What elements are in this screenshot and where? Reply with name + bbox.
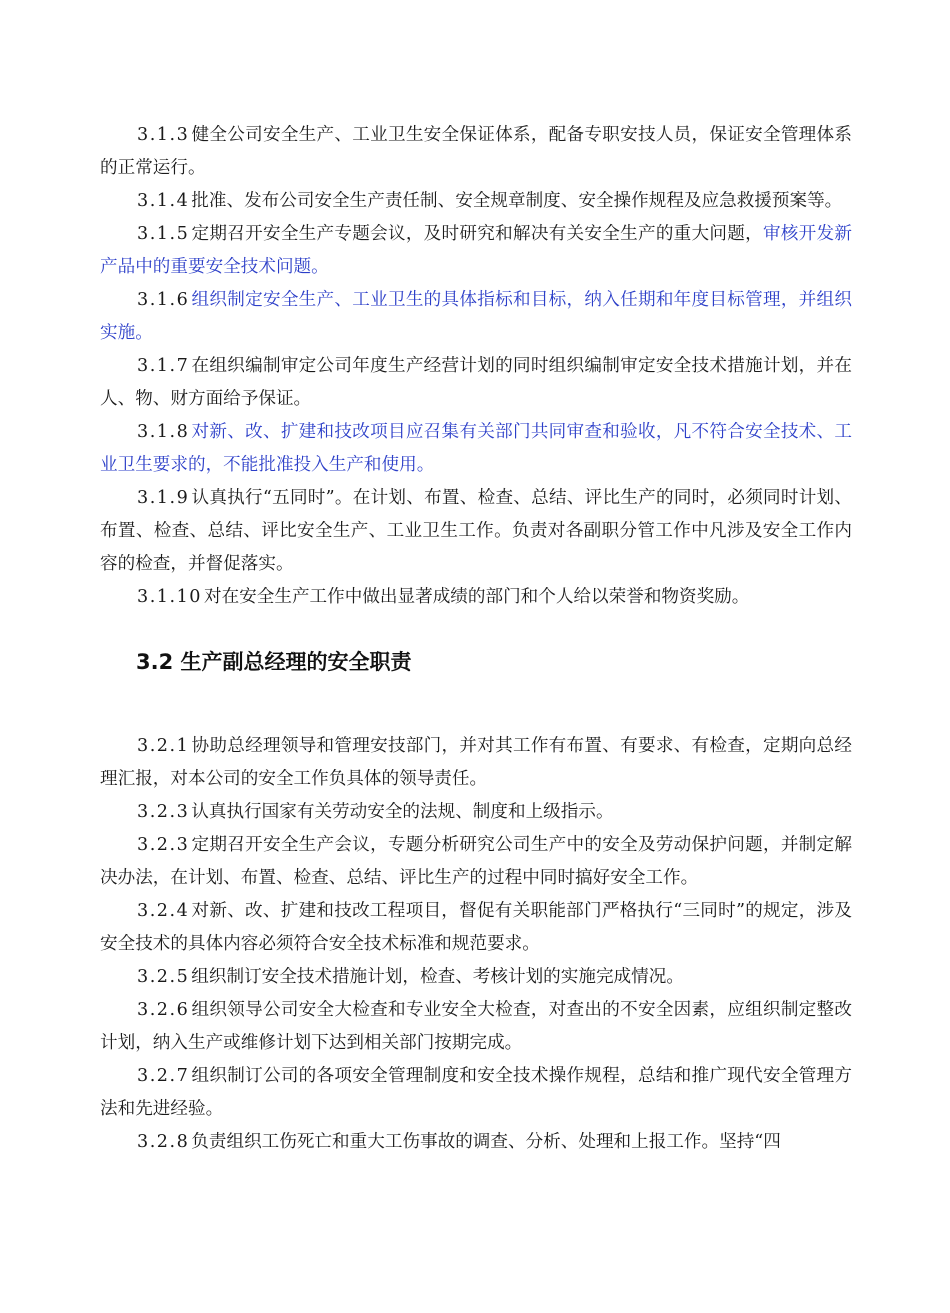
- clause-3-2-3a: [100, 796, 852, 829]
- clause-text: 组织制订安全技术措施计划，检查、考核计划的实施完成情况。: [191, 967, 684, 987]
- clause-highlight: 审核开发新产品中的重要安全技术问题。: [100, 224, 852, 277]
- clause-3-1-10: [100, 581, 852, 614]
- clause-text: 负责组织工伤死亡和重大工伤事故的调查、分析、处理和上报工作。坚持“四: [191, 1132, 781, 1152]
- section-heading-3-2: 3.2 生产副总经理的安全职责: [136, 650, 412, 674]
- clause-text: 健全公司安全生产、工业卫生安全保证体系，配备专职安技人员，保证安全管理体系的正常运行。: [100, 125, 852, 178]
- clause-number: 3.1.6: [137, 290, 190, 310]
- clause-3-2-6: [100, 994, 852, 1060]
- clause-3-2-7: [100, 1060, 852, 1126]
- clause-number: 3.1.5: [137, 224, 190, 244]
- clause-number: 3.2.1: [137, 736, 190, 756]
- clause-number: 3.1.4: [137, 191, 190, 211]
- clause-number: 3.2.6: [137, 1000, 190, 1020]
- clause-text: 对在安全生产工作中做出显著成绩的部门和个人给以荣誉和物资奖励。: [203, 587, 750, 607]
- clause-text: 组织领导公司安全大检查和专业安全大检查，对查出的不安全因素，应组织制定整改计划，纳入生产或维修计划下达到相关部门按期完成。: [100, 1000, 852, 1053]
- clause-text: 定期召开安全生产会议，专题分析研究公司生产中的安全及劳动保护问题，并制定解决办法，在计划、布置、检查、总结、评比生产的过程中同时搞好安全工作。: [100, 835, 852, 888]
- clause-text: 认真执行国家有关劳动安全的法规、制度和上级指示。: [191, 802, 614, 822]
- clause-3-2-8: [100, 1126, 852, 1159]
- clause-3-2-4: [100, 895, 852, 961]
- clause-3-1-7: [100, 350, 852, 416]
- clause-text: 组织制订公司的各项安全管理制度和安全技术操作规程，总结和推广现代安全管理方法和先进经验。: [100, 1066, 852, 1119]
- clause-number: 3.2.8: [137, 1132, 190, 1152]
- clause-text: 对新、改、扩建和技改工程项目，督促有关职能部门严格执行“三同时”的规定，涉及安全技术的具体内容必须符合安全技术标准和规范要求。: [100, 901, 852, 954]
- clause-3-1-8: [100, 416, 852, 482]
- clause-3-1-3: [100, 119, 852, 185]
- clause-3-1-6: [100, 284, 852, 350]
- clause-3-1-4: [100, 185, 852, 218]
- clause-number: 3.2.3: [137, 802, 190, 822]
- clause-3-2-1: [100, 730, 852, 796]
- document-page: [100, 119, 852, 1159]
- clause-number: 3.2.3: [137, 835, 190, 855]
- clause-number: 3.1.8: [137, 422, 190, 442]
- clause-3-2-3b: [100, 829, 852, 895]
- clause-text: 批准、发布公司安全生产责任制、安全规章制度、安全操作规程及应急救援预案等。: [191, 191, 843, 211]
- clause-text: 认真执行“五同时”。在计划、布置、检查、总结、评比生产的同时，必须同时计划、布置、检查、总结、评比安全生产、工业卫生工作。负责对各副职分管工作中凡涉及安全工作内容的检查，并督促落实。: [100, 488, 852, 574]
- clause-number: 3.1.10: [137, 587, 202, 607]
- clause-3-1-9: [100, 482, 852, 581]
- clause-3-1-5: [100, 218, 852, 284]
- clause-number: 3.1.7: [137, 356, 190, 376]
- clause-number: 3.2.5: [137, 967, 190, 987]
- clause-number: 3.1.3: [137, 125, 190, 145]
- clause-number: 3.2.4: [137, 901, 190, 921]
- clause-text: 定期召开安全生产专题会议，及时研究和解决有关安全生产的重大问题，: [191, 224, 763, 244]
- clause-number: 3.2.7: [137, 1066, 190, 1086]
- clause-3-2-5: [100, 961, 852, 994]
- clause-text: 协助总经理领导和管理安技部门，并对其工作有布置、有要求、有检查，定期向总经理汇报，对本公司的安全工作负具体的领导责任。: [100, 736, 852, 789]
- clause-text: 在组织编制审定公司年度生产经营计划的同时组织编制审定安全技术措施计划，并在人、物、财方面给予保证。: [100, 356, 852, 409]
- clause-number: 3.1.9: [137, 488, 190, 508]
- clause-highlight: 组织制定安全生产、工业卫生的具体指标和目标，纳入任期和年度目标管理，并组织实施。: [100, 290, 852, 343]
- clause-highlight: 对新、改、扩建和技改项目应召集有关部门共同审查和验收，凡不符合安全技术、工业卫生要求的，不能批准投入生产和使用。: [100, 422, 852, 475]
